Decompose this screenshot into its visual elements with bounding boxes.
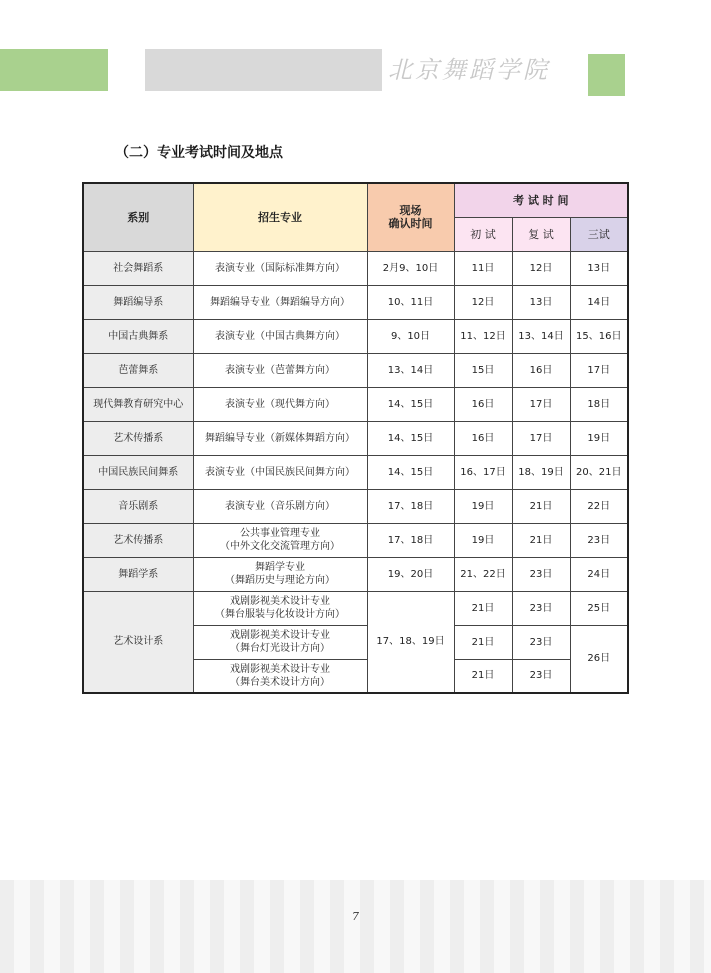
cell-confirm: 19、20日	[367, 557, 454, 591]
cell-round1: 16日	[454, 387, 512, 421]
cell-round3: 23日	[570, 523, 628, 557]
cell-round1: 19日	[454, 523, 512, 557]
header-title: 北京舞蹈学院	[388, 56, 550, 84]
cell-department: 芭蕾舞系	[83, 353, 193, 387]
cell-department: 艺术传播系	[83, 523, 193, 557]
header-round3: 三试	[570, 217, 628, 251]
cell-round2: 21日	[512, 489, 570, 523]
header-green-block-left	[0, 49, 108, 91]
table-row	[83, 455, 628, 489]
header-green-block-right	[588, 54, 625, 96]
cell-round3: 15、16日	[570, 319, 628, 353]
page-number: 7	[352, 910, 359, 923]
header-confirm-time: 现场 确认时间	[367, 183, 454, 251]
header-gray-bar	[145, 49, 382, 91]
table-row	[83, 387, 628, 421]
cell-round2: 12日	[512, 251, 570, 285]
cell-confirm: 9、10日	[367, 319, 454, 353]
cell-round3: 13日	[570, 251, 628, 285]
exam-schedule-table	[82, 182, 629, 694]
cell-round3: 14日	[570, 285, 628, 319]
cell-round3-shared: 26日	[570, 625, 628, 693]
cell-round3: 18日	[570, 387, 628, 421]
cell-round1: 21日	[454, 659, 512, 693]
cell-major: 表演专业（现代舞方向）	[193, 387, 367, 421]
cell-department: 舞蹈学系	[83, 557, 193, 591]
cell-confirm: 10、11日	[367, 285, 454, 319]
cell-round2: 23日	[512, 557, 570, 591]
cell-round2: 17日	[512, 387, 570, 421]
cell-round1: 21、22日	[454, 557, 512, 591]
cell-round1: 15日	[454, 353, 512, 387]
cell-major: 舞蹈编导专业（新媒体舞蹈方向）	[193, 421, 367, 455]
cell-round2: 23日	[512, 659, 570, 693]
cell-major: 舞蹈编导专业（舞蹈编导方向）	[193, 285, 367, 319]
cell-major: 公共事业管理专业 （中外文化交流管理方向）	[193, 523, 367, 557]
table-row	[83, 319, 628, 353]
header-major: 招生专业	[193, 183, 367, 251]
dancer-silhouette-decoration	[0, 880, 711, 973]
table-row	[83, 353, 628, 387]
table-row	[83, 251, 628, 285]
cell-round3: 25日	[570, 591, 628, 625]
cell-round2: 23日	[512, 591, 570, 625]
cell-major: 表演专业（国际标准舞方向）	[193, 251, 367, 285]
cell-round3: 20、21日	[570, 455, 628, 489]
cell-department: 艺术传播系	[83, 421, 193, 455]
cell-round1: 21日	[454, 591, 512, 625]
header-department: 系别	[83, 183, 193, 251]
cell-major: 表演专业（中国古典舞方向）	[193, 319, 367, 353]
header-exam-time: 考 试 时 间	[454, 183, 628, 217]
cell-confirm: 2月9、10日	[367, 251, 454, 285]
cell-department: 现代舞教育研究中心	[83, 387, 193, 421]
cell-major: 戏剧影视美术设计专业 （舞台服装与化妆设计方向）	[193, 591, 367, 625]
cell-major: 戏剧影视美术设计专业 （舞台灯光设计方向）	[193, 625, 367, 659]
cell-round2: 18、19日	[512, 455, 570, 489]
cell-major: 戏剧影视美术设计专业 （舞台美术设计方向）	[193, 659, 367, 693]
cell-round3: 17日	[570, 353, 628, 387]
cell-round1: 11日	[454, 251, 512, 285]
cell-round1: 19日	[454, 489, 512, 523]
header-round1: 初 试	[454, 217, 512, 251]
cell-confirm: 14、15日	[367, 455, 454, 489]
cell-round2: 21日	[512, 523, 570, 557]
cell-major: 表演专业（芭蕾舞方向）	[193, 353, 367, 387]
table-row	[83, 523, 628, 557]
cell-major: 表演专业（中国民族民间舞方向）	[193, 455, 367, 489]
cell-round1: 12日	[454, 285, 512, 319]
cell-confirm: 17、18日	[367, 523, 454, 557]
cell-round2: 13日	[512, 285, 570, 319]
cell-confirm: 14、15日	[367, 387, 454, 421]
cell-department: 中国民族民间舞系	[83, 455, 193, 489]
cell-round1: 21日	[454, 625, 512, 659]
table-row	[83, 489, 628, 523]
cell-round1: 11、12日	[454, 319, 512, 353]
cell-confirm-art-design: 17、18、19日	[367, 591, 454, 693]
cell-round1: 16、17日	[454, 455, 512, 489]
cell-department-art-design: 艺术设计系	[83, 591, 193, 693]
table-row	[83, 557, 628, 591]
table-row	[83, 591, 628, 625]
cell-confirm: 17、18日	[367, 489, 454, 523]
header-round2: 复 试	[512, 217, 570, 251]
cell-round2: 17日	[512, 421, 570, 455]
cell-department: 舞蹈编导系	[83, 285, 193, 319]
cell-major: 舞蹈学专业 （舞蹈历史与理论方向）	[193, 557, 367, 591]
cell-confirm: 13、14日	[367, 353, 454, 387]
section-title: （二）专业考试时间及地点	[115, 145, 283, 161]
cell-round2: 23日	[512, 625, 570, 659]
cell-department: 社会舞蹈系	[83, 251, 193, 285]
table-row	[83, 421, 628, 455]
cell-confirm: 14、15日	[367, 421, 454, 455]
cell-round2: 16日	[512, 353, 570, 387]
cell-department: 音乐剧系	[83, 489, 193, 523]
cell-round3: 19日	[570, 421, 628, 455]
table-row	[83, 285, 628, 319]
cell-major: 表演专业（音乐剧方向）	[193, 489, 367, 523]
cell-round2: 13、14日	[512, 319, 570, 353]
cell-round3: 22日	[570, 489, 628, 523]
cell-round3: 24日	[570, 557, 628, 591]
cell-department: 中国古典舞系	[83, 319, 193, 353]
cell-round1: 16日	[454, 421, 512, 455]
